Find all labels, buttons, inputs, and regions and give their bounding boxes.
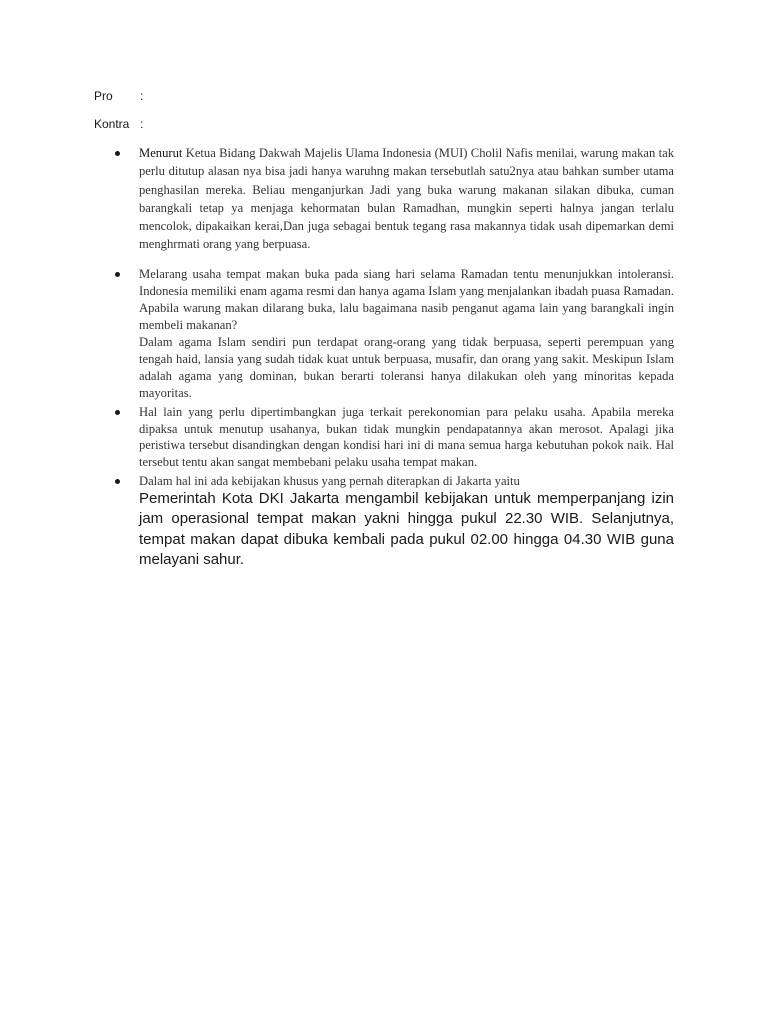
kontra-label: Kontra bbox=[94, 117, 130, 131]
item-text: Dalam hal ini ada kebijakan khusus yang pernah diterapkan di Jakarta yaitu bbox=[139, 473, 520, 488]
item-text: Melarang usaha tempat makan buka pada siang hari selama Ramadan tentu menunjukkan intoleransi. Indonesia memiliki enam agama resmi dan hanya agama Islam yang menjalankan ibadah puasa Ramadan. Apabila warung makan dilarang buka, lalu bagaimana nasib penganut agama lain yang barangkali ingin membeli makanan? bbox=[139, 266, 674, 332]
kontra-label-row bbox=[94, 117, 143, 131]
item-text: Hal lain yang perlu dipertimbangkan juga terkait perekonomian para pelaku usaha. Apabila mereka dipaksa untuk menutup usahanya, bukan tidak mungkin pendapatannya akan merosot. Apalagi jika peristiwa tersebut disandingkan dengan kondisi hari ini di mana semua harga kebutuhan pokok naik. Hal tersebut tentu akan sangat membebani pelaku usaha tempat makan. bbox=[139, 404, 674, 470]
bullet-icon bbox=[115, 410, 120, 415]
pro-colon: : bbox=[140, 89, 144, 103]
item-text-continued: Dalam agama Islam sendiri pun terdapat orang-orang yang tidak berpuasa, seperti perempuan yang tengah haid, lansia yang sudah tidak kuat untuk berpuasa, musafir, dan orang yang sakit. Meskipun Islam adalah agama yang dominan, bukan berarti toleransi hanya dilakukan oleh yang minoritas kepada mayoritas. bbox=[139, 334, 674, 400]
pro-label: Pro bbox=[94, 89, 113, 103]
item-text: Ketua Bidang Dakwah Majelis Ulama Indonesia (MUI) Cholil Nafis menilai, warung makan tak perlu ditutup alasan nya bisa jadi hanya waruhng makan tersebutlah satu2nya atau bahkan sumber utama penghasilan mereka. Beliau menganjurkan Jadi yang buka warung makanan silakan dibuka, cuman barangkali tetap ya menjaga kehormatan bulan Ramadhan, mungkin seperti halnya jangan terlalu mencolok, dipakaikan kerai,Dan juga sebagai bentuk tegang rasa makannya tidak usah dipemarkan demi menghrmati orang yang berpuasa. bbox=[139, 146, 674, 252]
list-item bbox=[108, 473, 674, 571]
bullet-icon bbox=[115, 479, 120, 484]
list-item bbox=[108, 144, 674, 254]
list-item bbox=[108, 266, 674, 402]
bullet-icon bbox=[115, 151, 120, 156]
bullet-icon bbox=[115, 272, 120, 277]
list-item bbox=[108, 404, 674, 471]
item-lead-word: Menurut bbox=[139, 146, 183, 160]
kontra-bullet-list bbox=[108, 144, 674, 571]
kontra-colon: : bbox=[140, 117, 144, 131]
pro-label-row bbox=[94, 89, 143, 103]
item-text-large: Pemerintah Kota DKI Jakarta mengambil kebijakan untuk memperpanjang izin jam operasional tempat makan yakni hingga pukul 22.30 WIB. Selanjutnya, tempat makan dapat dibuka kembali pada pukul 02.00 hingga 04.30 WIB guna melayani sahur. bbox=[139, 489, 674, 569]
